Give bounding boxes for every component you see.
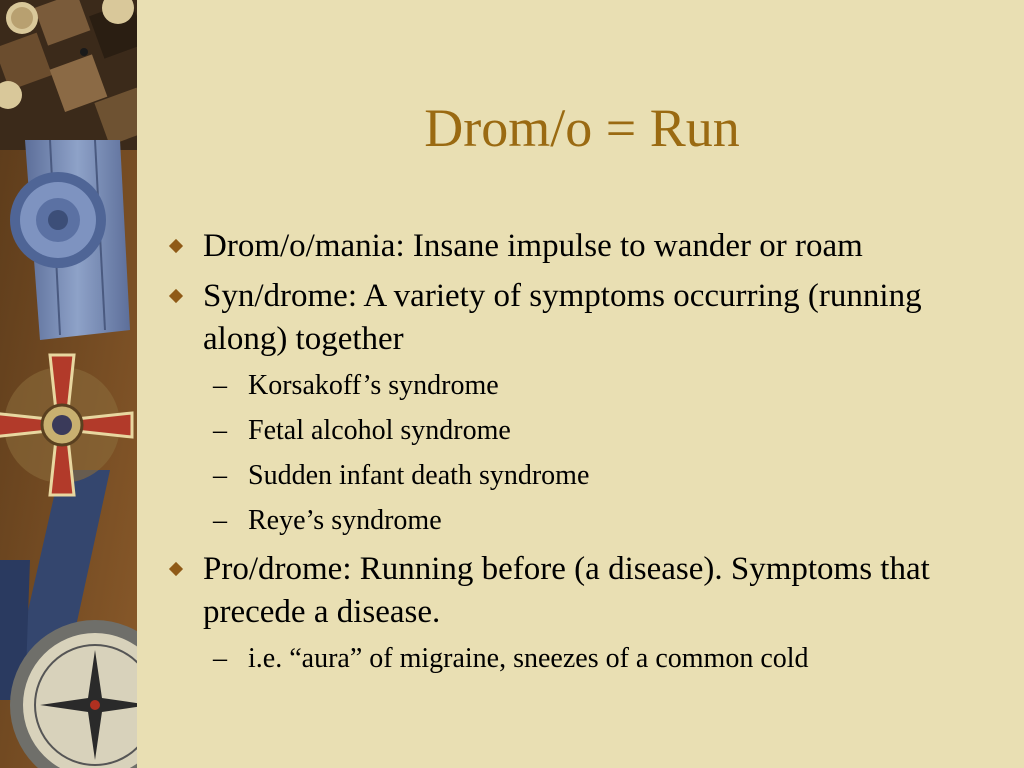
sub-bullet-item xyxy=(165,413,965,449)
dash-marker: – xyxy=(213,505,227,536)
bullet-item xyxy=(165,225,965,268)
slide-body xyxy=(165,225,965,686)
bullet-item xyxy=(165,548,965,634)
dash-marker: – xyxy=(213,370,227,401)
slide-title: Drom/o = Run xyxy=(424,98,740,158)
bullet-diamond-icon xyxy=(169,289,183,303)
dash-marker: – xyxy=(213,643,227,674)
bullet-diamond-icon xyxy=(169,239,183,253)
dash-marker: – xyxy=(213,460,227,491)
dash-marker: – xyxy=(213,415,227,446)
sub-bullet-text: i.e. “aura” of migraine, sneezes of a common cold xyxy=(248,643,809,674)
sub-bullet-item xyxy=(165,641,965,677)
sub-bullet-text: Fetal alcohol syndrome xyxy=(248,415,511,446)
bullet-diamond-icon xyxy=(169,562,183,576)
bullet-item xyxy=(165,275,965,361)
sub-bullet-item xyxy=(165,458,965,494)
checkerboard xyxy=(0,0,137,150)
sub-bullet-text: Sudden infant death syndrome xyxy=(248,460,590,491)
medal-and-compass-image xyxy=(0,0,137,768)
sub-bullet-text: Korsakoff’s syndrome xyxy=(248,370,499,401)
sub-bullet-item xyxy=(165,368,965,404)
decorative-photo-strip xyxy=(0,0,137,768)
sub-bullet-text: Reye’s syndrome xyxy=(248,505,442,536)
bullet-text: Pro/drome: Running before (a disease). Symptoms that precede a disease. xyxy=(203,551,930,630)
bullet-text: Syn/drome: A variety of symptoms occurring (running along) together xyxy=(203,278,922,357)
bullet-text: Drom/o/mania: Insane impulse to wander or roam xyxy=(203,228,863,264)
sub-bullet-item xyxy=(165,503,965,539)
